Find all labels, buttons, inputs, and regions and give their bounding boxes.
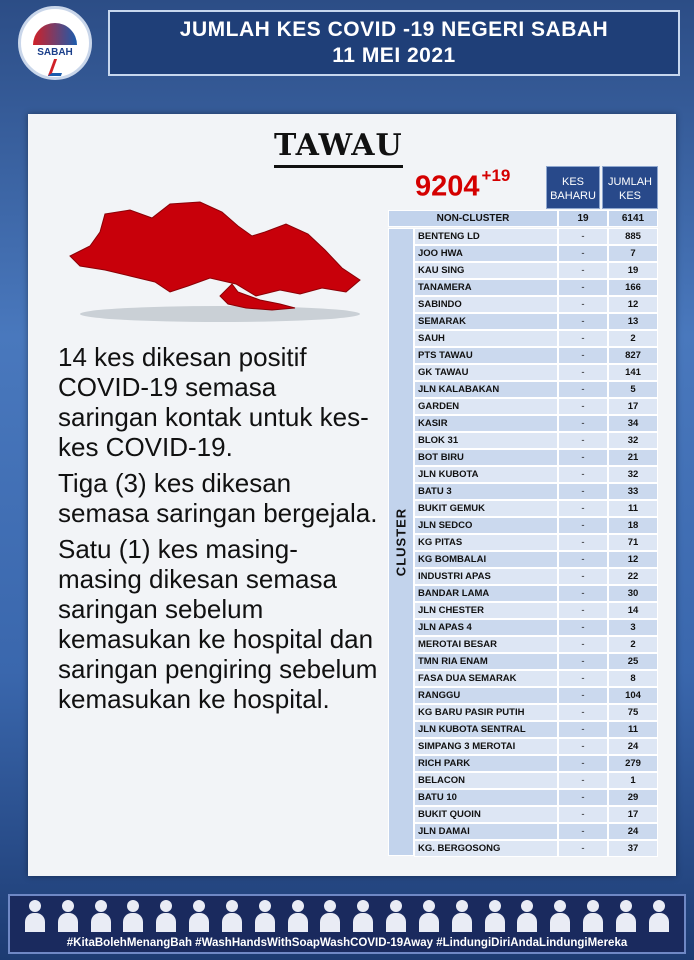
- cluster-jumlah: 1: [608, 772, 658, 789]
- cluster-baharu: -: [558, 806, 608, 823]
- district-title: TAWAU: [274, 128, 403, 168]
- cluster-baharu: -: [558, 432, 608, 449]
- cluster-baharu: -: [558, 772, 608, 789]
- cluster-jumlah: 11: [608, 500, 658, 517]
- cluster-name: JOO HWA: [414, 245, 558, 262]
- header-jumlah-kes: JUMLAH KES: [602, 166, 658, 209]
- cluster-name: PTS TAWAU: [414, 347, 558, 364]
- total-value: 9204: [415, 170, 480, 203]
- cluster-name: JLN KALABAKAN: [414, 381, 558, 398]
- cluster-baharu: -: [558, 279, 608, 296]
- cluster-name: INDUSTRI APAS: [414, 568, 558, 585]
- cluster-jumlah: 25: [608, 653, 658, 670]
- cluster-baharu: -: [558, 398, 608, 415]
- cluster-jumlah: 22: [608, 568, 658, 585]
- cluster-baharu: -: [558, 449, 608, 466]
- description-paragraph: Tiga (3) kes dikesan semasa saringan bergejala.: [58, 468, 378, 528]
- cluster-baharu: -: [558, 636, 608, 653]
- cluster-name: GARDEN: [414, 398, 558, 415]
- cluster-jumlah: 21: [608, 449, 658, 466]
- footer-figures: [24, 898, 670, 934]
- cluster-name: JLN CHESTER: [414, 602, 558, 619]
- person-icon: [155, 898, 177, 932]
- person-icon: [451, 898, 473, 932]
- non-cluster-baharu: 19: [558, 210, 608, 227]
- table-row: [414, 364, 658, 381]
- table-row: [414, 823, 658, 840]
- cluster-name: BATU 10: [414, 789, 558, 806]
- cluster-name: JLN KUBOTA SENTRAL: [414, 721, 558, 738]
- cluster-baharu: -: [558, 517, 608, 534]
- cluster-name: TANAMERA: [414, 279, 558, 296]
- cluster-baharu: -: [558, 704, 608, 721]
- person-icon: [90, 898, 112, 932]
- cluster-baharu: -: [558, 840, 608, 857]
- table-row: [414, 840, 658, 857]
- cluster-baharu: -: [558, 415, 608, 432]
- table-row: [414, 755, 658, 772]
- table-row: [414, 619, 658, 636]
- cluster-name: RANGGU: [414, 687, 558, 704]
- person-icon: [57, 898, 79, 932]
- cluster-name: JLN SEDCO: [414, 517, 558, 534]
- table-row: [414, 704, 658, 721]
- cluster-table: [414, 228, 658, 857]
- cluster-jumlah: 8: [608, 670, 658, 687]
- person-icon: [122, 898, 144, 932]
- table-row: [414, 568, 658, 585]
- cluster-name: BELACON: [414, 772, 558, 789]
- cluster-baharu: -: [558, 687, 608, 704]
- cluster-jumlah: 29: [608, 789, 658, 806]
- cluster-name: BLOK 31: [414, 432, 558, 449]
- cluster-baharu: -: [558, 738, 608, 755]
- cluster-jumlah: 37: [608, 840, 658, 857]
- footer-banner: [8, 894, 686, 954]
- cluster-jumlah: 71: [608, 534, 658, 551]
- cluster-jumlah: 166: [608, 279, 658, 296]
- cluster-name: KG BARU PASIR PUTIH: [414, 704, 558, 721]
- cluster-baharu: -: [558, 721, 608, 738]
- cluster-label-cell: [388, 228, 414, 856]
- cluster-jumlah: 2: [608, 636, 658, 653]
- cluster-name: JLN APAS 4: [414, 619, 558, 636]
- description-paragraph: 14 kes dikesan positif COVID-19 semasa saringan kontak untuk kes-kes COVID-19.: [58, 342, 369, 462]
- person-icon: [648, 898, 670, 932]
- cluster-name: KG PITAS: [414, 534, 558, 551]
- description-paragraph: Satu (1) kes masing-masing dikesan semasa saringan sebelum kemasukan ke hospital dan saringan pengiring sebelum kemasukan ke hospital.: [58, 534, 378, 714]
- cluster-baharu: -: [558, 483, 608, 500]
- table-row: [414, 245, 658, 262]
- cluster-name: KG. BERGOSONG: [414, 840, 558, 857]
- total-cases: [415, 166, 511, 204]
- logo-emblem-icon: [33, 23, 77, 45]
- table-row: [414, 551, 658, 568]
- cluster-jumlah: 12: [608, 551, 658, 568]
- table-row: [414, 517, 658, 534]
- person-icon: [188, 898, 210, 932]
- person-icon: [516, 898, 538, 932]
- cluster-jumlah: 7: [608, 245, 658, 262]
- person-icon: [352, 898, 374, 932]
- cluster-jumlah: 2: [608, 330, 658, 347]
- logo-swoosh-icon: [48, 59, 67, 76]
- tawau-map-icon: [60, 196, 370, 326]
- non-cluster-label: NON-CLUSTER: [388, 210, 558, 227]
- table-row: [414, 789, 658, 806]
- table-row: [414, 398, 658, 415]
- cluster-baharu: -: [558, 466, 608, 483]
- cluster-jumlah: 12: [608, 296, 658, 313]
- cluster-name: GK TAWAU: [414, 364, 558, 381]
- cluster-jumlah: 32: [608, 466, 658, 483]
- person-icon: [418, 898, 440, 932]
- table-row: [414, 279, 658, 296]
- cluster-baharu: -: [558, 330, 608, 347]
- table-row: [414, 721, 658, 738]
- table-row: [414, 602, 658, 619]
- cluster-baharu: -: [558, 789, 608, 806]
- person-icon: [319, 898, 341, 932]
- cluster-name: BATU 3: [414, 483, 558, 500]
- sabah-logo: [18, 6, 92, 80]
- cluster-baharu: -: [558, 619, 608, 636]
- person-icon: [254, 898, 276, 932]
- cluster-name: SEMARAK: [414, 313, 558, 330]
- title-banner: [108, 10, 680, 76]
- cluster-name: KG BOMBALAI: [414, 551, 558, 568]
- cluster-baharu: -: [558, 296, 608, 313]
- table-row: [414, 687, 658, 704]
- cluster-baharu: -: [558, 653, 608, 670]
- person-icon: [385, 898, 407, 932]
- cluster-jumlah: 14: [608, 602, 658, 619]
- cluster-baharu: -: [558, 500, 608, 517]
- cluster-jumlah: 13: [608, 313, 658, 330]
- cluster-jumlah: 33: [608, 483, 658, 500]
- table-row: [414, 670, 658, 687]
- table-row: [414, 347, 658, 364]
- cluster-jumlah: 885: [608, 228, 658, 245]
- table-row: [414, 381, 658, 398]
- cluster-jumlah: 32: [608, 432, 658, 449]
- table-row: [414, 330, 658, 347]
- title-line1: JUMLAH KES COVID -19 NEGERI SABAH: [179, 18, 609, 41]
- table-row: [414, 483, 658, 500]
- cluster-jumlah: 17: [608, 398, 658, 415]
- cluster-jumlah: 5: [608, 381, 658, 398]
- cluster-baharu: -: [558, 364, 608, 381]
- cluster-baharu: -: [558, 347, 608, 364]
- cluster-baharu: -: [558, 568, 608, 585]
- cluster-name: BOT BIRU: [414, 449, 558, 466]
- cluster-label: CLUSTER: [393, 507, 409, 577]
- person-icon: [221, 898, 243, 932]
- cluster-name: JLN DAMAI: [414, 823, 558, 840]
- cluster-name: BENTENG LD: [414, 228, 558, 245]
- table-row: [414, 806, 658, 823]
- cluster-jumlah: 17: [608, 806, 658, 823]
- cluster-name: KASIR: [414, 415, 558, 432]
- cluster-baharu: -: [558, 585, 608, 602]
- cluster-jumlah: 18: [608, 517, 658, 534]
- person-icon: [287, 898, 309, 932]
- cluster-jumlah: 11: [608, 721, 658, 738]
- person-icon: [582, 898, 604, 932]
- table-row: [414, 534, 658, 551]
- person-icon: [549, 898, 571, 932]
- cluster-name: BANDAR LAMA: [414, 585, 558, 602]
- cluster-jumlah: 279: [608, 755, 658, 772]
- cluster-baharu: -: [558, 313, 608, 330]
- cluster-name: TMN RIA ENAM: [414, 653, 558, 670]
- cluster-baharu: -: [558, 534, 608, 551]
- table-row: [414, 738, 658, 755]
- cluster-jumlah: 3: [608, 619, 658, 636]
- cluster-baharu: -: [558, 551, 608, 568]
- cluster-baharu: -: [558, 670, 608, 687]
- table-row: [414, 432, 658, 449]
- cluster-jumlah: 24: [608, 738, 658, 755]
- cluster-name: SAUH: [414, 330, 558, 347]
- logo-text: SABAH: [37, 47, 73, 58]
- cluster-jumlah: 30: [608, 585, 658, 602]
- cluster-jumlah: 34: [608, 415, 658, 432]
- table-row: [414, 772, 658, 789]
- title-date: 11 MEI 2021: [332, 44, 456, 67]
- table-row: [414, 500, 658, 517]
- table-row: [414, 466, 658, 483]
- table-row: [414, 313, 658, 330]
- cluster-name: BUKIT QUOIN: [414, 806, 558, 823]
- cluster-jumlah: 75: [608, 704, 658, 721]
- table-row: [414, 653, 658, 670]
- cluster-name: RICH PARK: [414, 755, 558, 772]
- cluster-jumlah: 24: [608, 823, 658, 840]
- table-row: [414, 228, 658, 245]
- cluster-name: KAU SING: [414, 262, 558, 279]
- footer-hashtags: #KitaBolehMenangBah #WashHandsWithSoapWashCOVID-19Away #LindungiDiriAndaLindungiMereka: [66, 937, 628, 949]
- cluster-jumlah: 19: [608, 262, 658, 279]
- cluster-baharu: -: [558, 602, 608, 619]
- table-row: [414, 636, 658, 653]
- cluster-jumlah: 141: [608, 364, 658, 381]
- header-kes-baharu: KES BAHARU: [546, 166, 600, 209]
- table-row: [414, 262, 658, 279]
- table-row: [414, 415, 658, 432]
- person-icon: [24, 898, 46, 932]
- cluster-name: FASA DUA SEMARAK: [414, 670, 558, 687]
- cluster-baharu: -: [558, 228, 608, 245]
- person-icon: [484, 898, 506, 932]
- cluster-baharu: -: [558, 381, 608, 398]
- cluster-baharu: -: [558, 823, 608, 840]
- total-new: +19: [481, 166, 511, 185]
- cluster-name: SIMPANG 3 MEROTAI: [414, 738, 558, 755]
- description-text: [58, 342, 378, 720]
- table-row: [414, 585, 658, 602]
- cluster-jumlah: 827: [608, 347, 658, 364]
- cluster-name: BUKIT GEMUK: [414, 500, 558, 517]
- non-cluster-jumlah: 6141: [608, 210, 658, 227]
- table-row: [414, 296, 658, 313]
- cluster-baharu: -: [558, 245, 608, 262]
- non-cluster-row: [388, 210, 658, 227]
- cluster-jumlah: 104: [608, 687, 658, 704]
- cluster-name: SABINDO: [414, 296, 558, 313]
- table-row: [414, 449, 658, 466]
- cluster-name: JLN KUBOTA: [414, 466, 558, 483]
- cluster-name: MEROTAI BESAR: [414, 636, 558, 653]
- cluster-baharu: -: [558, 262, 608, 279]
- person-icon: [615, 898, 637, 932]
- cluster-baharu: -: [558, 755, 608, 772]
